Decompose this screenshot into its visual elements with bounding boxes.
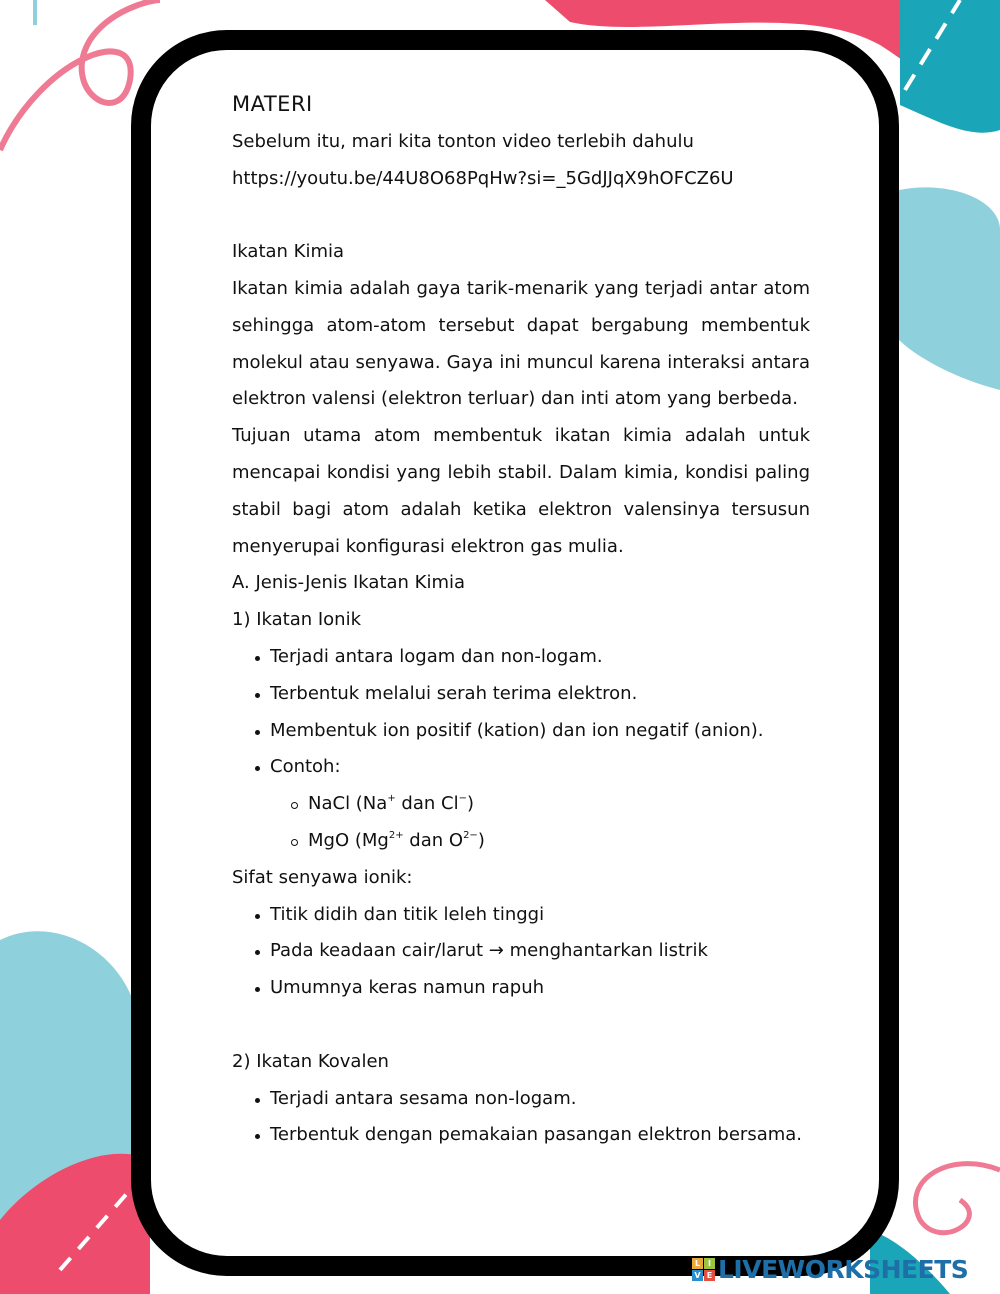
spacer <box>232 197 810 234</box>
example-nacl: NaCl (Na+ dan Cl−) <box>308 786 810 823</box>
list-item: Titik didih dan titik leleh tinggi <box>270 897 810 934</box>
list-item: Umumnya keras namun rapuh <box>270 970 810 1007</box>
list-item: Pada keadaan cair/larut → menghantarkan listrik <box>270 933 810 970</box>
list-item: Terbentuk melalui serah terima elektron. <box>270 676 810 713</box>
intro-text: Sebelum itu, mari kita tonton video terlebih dahulu <box>232 130 694 152</box>
paragraph-purpose: Tujuan utama atom membentuk ikatan kimia adalah untuk mencapai kondisi yang lebih stabil. Dalam kimia, kondisi paling stabil bagi atom adalah ketika elektron valensinya tersusun menyerupai konfigurasi elektron gas mulia. <box>232 425 810 557</box>
covalent-heading: 2) Ikatan Kovalen <box>232 1050 389 1072</box>
list-item: Terbentuk dengan pemakaian pasangan elektron bersama. <box>270 1117 810 1154</box>
examples-list <box>270 786 810 860</box>
ionic-properties-list <box>232 897 810 1007</box>
subheading-types: A. Jenis-Jenis Ikatan Kimia <box>232 572 466 594</box>
ionic-heading: 1) Ikatan Ionik <box>232 609 362 631</box>
list-item: Terjadi antara logam dan non-logam. <box>270 639 810 676</box>
worksheet-content <box>232 86 810 1154</box>
liveworksheets-brand[interactable] <box>692 1255 968 1283</box>
example-mgo: MgO ($Mg^{2+}$ dan $O^{2-}$) <box>308 823 810 860</box>
list-item-examples <box>270 749 810 859</box>
video-link[interactable]: https://youtu.be/44U8O68PqHw?si=_5GdJJqX9hOFCZ6U <box>232 167 734 189</box>
liveworksheets-logo-icon: L I V E <box>692 1258 715 1281</box>
ionic-bullet-list <box>232 639 810 860</box>
paragraph-definition: Ikatan kimia adalah gaya tarik-menarik yang terjadi antar atom sehingga atom-atom tersebut dapat bergabung membentuk molekul atau senyawa. Gaya ini muncul karena interaksi antara elektron valensi (elektron terluar) dan inti atom yang berbeda. <box>232 277 810 410</box>
top-right-light-blob <box>899 187 1000 390</box>
examples-label: Contoh: <box>270 756 341 778</box>
bottom-right-squiggle <box>915 1164 1000 1233</box>
section-heading: Ikatan Kimia <box>232 241 345 263</box>
page-title: MATERI <box>232 92 313 116</box>
list-item: Terjadi antara sesama non-logam. <box>270 1081 810 1118</box>
ionic-properties-heading: Sifat senyawa ionik: <box>232 866 413 888</box>
list-item: Membentuk ion positif (kation) dan ion negatif (anion). <box>270 713 810 750</box>
top-right-teal-blob <box>900 0 1000 133</box>
spacer <box>232 1007 810 1044</box>
liveworksheets-wordmark: LIVEWORKSHEETS <box>718 1254 969 1284</box>
covalent-bullet-list <box>232 1081 810 1155</box>
